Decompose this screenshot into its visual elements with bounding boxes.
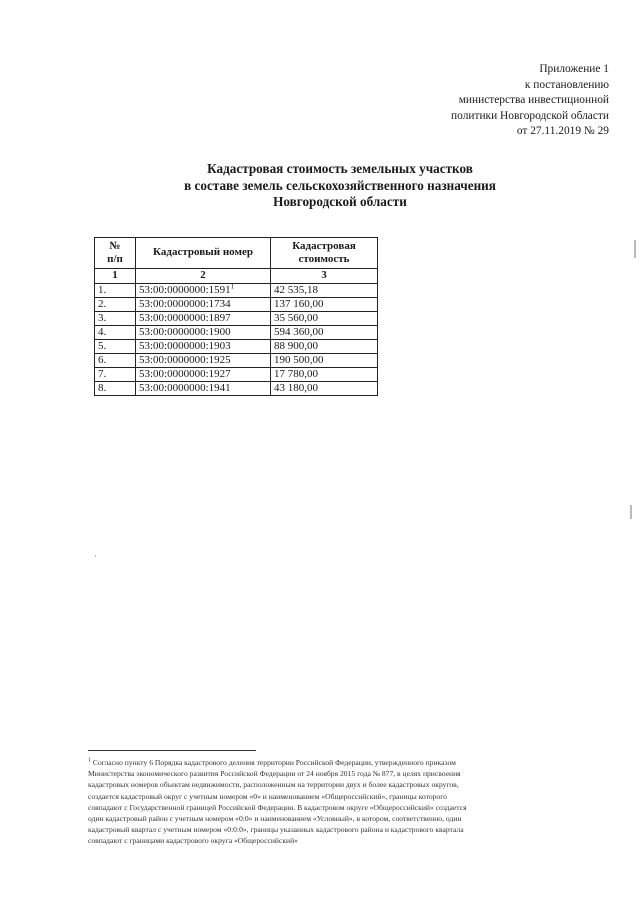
cadastral-number-cell: 53:00:0000000:1925	[136, 353, 271, 367]
cadastral-value-cell: 35 560,00	[271, 311, 378, 325]
footnote-mark: 1	[88, 757, 91, 764]
cadastral-value-cell: 190 500,00	[271, 353, 378, 367]
table-row	[95, 339, 378, 353]
appendix-header	[369, 62, 609, 140]
table-row	[95, 353, 378, 367]
scan-mark	[630, 505, 632, 519]
cadastral-number-cell: 53:00:0000000:1927	[136, 367, 271, 381]
document-title	[140, 161, 540, 211]
table-numbering-row	[95, 269, 378, 284]
appendix-line: от 27.11.2019 № 29	[516, 125, 609, 137]
cadastral-value-table	[94, 237, 378, 396]
table-row	[95, 325, 378, 339]
cadastral-number-cell: 53:00:0000000:1897	[136, 311, 271, 325]
table-row	[95, 367, 378, 381]
footnote	[88, 757, 608, 847]
row-number: 8.	[95, 381, 136, 395]
footnote-line: создается кадастровый округ с учетным номером «0» и наименованием «Общероссийский», границы которого	[88, 791, 447, 801]
row-number: 4.	[95, 325, 136, 339]
appendix-line: Приложение 1	[539, 63, 609, 75]
row-number: 1.	[95, 283, 136, 297]
column-number: 1	[95, 269, 136, 284]
table-row	[95, 297, 378, 311]
footnote-line: кадастровых номеров объектам недвижимости, расположенным на территории двух и более кадастровых округов,	[88, 780, 459, 790]
appendix-line: министерства инвестиционной	[458, 94, 609, 106]
footnote-reference: 1	[230, 281, 235, 290]
column-number: 2	[136, 269, 271, 284]
footnote-line: Министерства экономического развития Российской Федерации от 24 ноября 2015 года № 877, в целях присвоения	[88, 769, 461, 779]
footnote-line: $^1$ Согласно пункту 6 Порядка кадастрового деления территории Российской Федерации, утвержденного приказом	[88, 757, 456, 767]
cadastral-value-cell: 137 160,00	[271, 297, 378, 311]
footnote-separator	[88, 750, 256, 751]
title-line: в составе земель сельскохозяйственного назначения	[184, 177, 496, 193]
cadastral-number-cell: 53:00:0000000:1941	[136, 381, 271, 395]
row-number: 6.	[95, 353, 136, 367]
cadastral-value-cell: 594 360,00	[271, 325, 378, 339]
scan-mark	[95, 555, 96, 557]
footnote-line: совпадают с границами кадастрового округа «Общероссийский»	[88, 836, 298, 846]
row-number: 7.	[95, 367, 136, 381]
title-line: Кадастровая стоимость земельных участков	[207, 161, 473, 176]
table-row	[95, 283, 378, 297]
header-number: № п/п	[95, 238, 136, 269]
row-number: 2.	[95, 297, 136, 311]
row-number: 3.	[95, 311, 136, 325]
cadastral-number-cell: 53:00:0000000:1734	[136, 297, 271, 311]
footnote-line: один кадастровый район с учетным номером «0:0» и наименованием «Условный», в котором, соответственно, один	[88, 814, 462, 824]
cadastral-value-cell: 17 780,00	[271, 367, 378, 381]
title-line: Новгородской области	[273, 194, 407, 209]
row-number: 5.	[95, 339, 136, 353]
cadastral-number-cell: 53:00:0000000:1900	[136, 325, 271, 339]
table-row	[95, 381, 378, 395]
footnote-line: кадастровый квартал с учетным номером «0:0:0», границы указанных кадастрового района и кадастрового квартала	[88, 825, 464, 835]
cadastral-value-cell: 88 900,00	[271, 339, 378, 353]
header-cadastral-number: Кадастровый номер	[136, 238, 271, 269]
cadastral-number-cell: 53:00:0000000:1591$^1$	[136, 283, 271, 297]
footnote-line: совпадают с Государственной границей Российской Федерации. В кадастровом округе «Общероссийский» создается	[88, 802, 467, 812]
cadastral-value-cell: 43 180,00	[271, 381, 378, 395]
header-cadastral-value: Кадастровая стоимость	[271, 238, 378, 269]
table-header-row	[95, 238, 378, 269]
column-number: 3	[271, 269, 378, 284]
cadastral-number-cell: 53:00:0000000:1903	[136, 339, 271, 353]
appendix-line: политики Новгородской области	[451, 109, 609, 122]
appendix-line: к постановлению	[524, 78, 609, 91]
cadastral-value-cell: 42 535,18	[271, 283, 378, 297]
scan-mark	[634, 240, 636, 258]
table-row	[95, 311, 378, 325]
